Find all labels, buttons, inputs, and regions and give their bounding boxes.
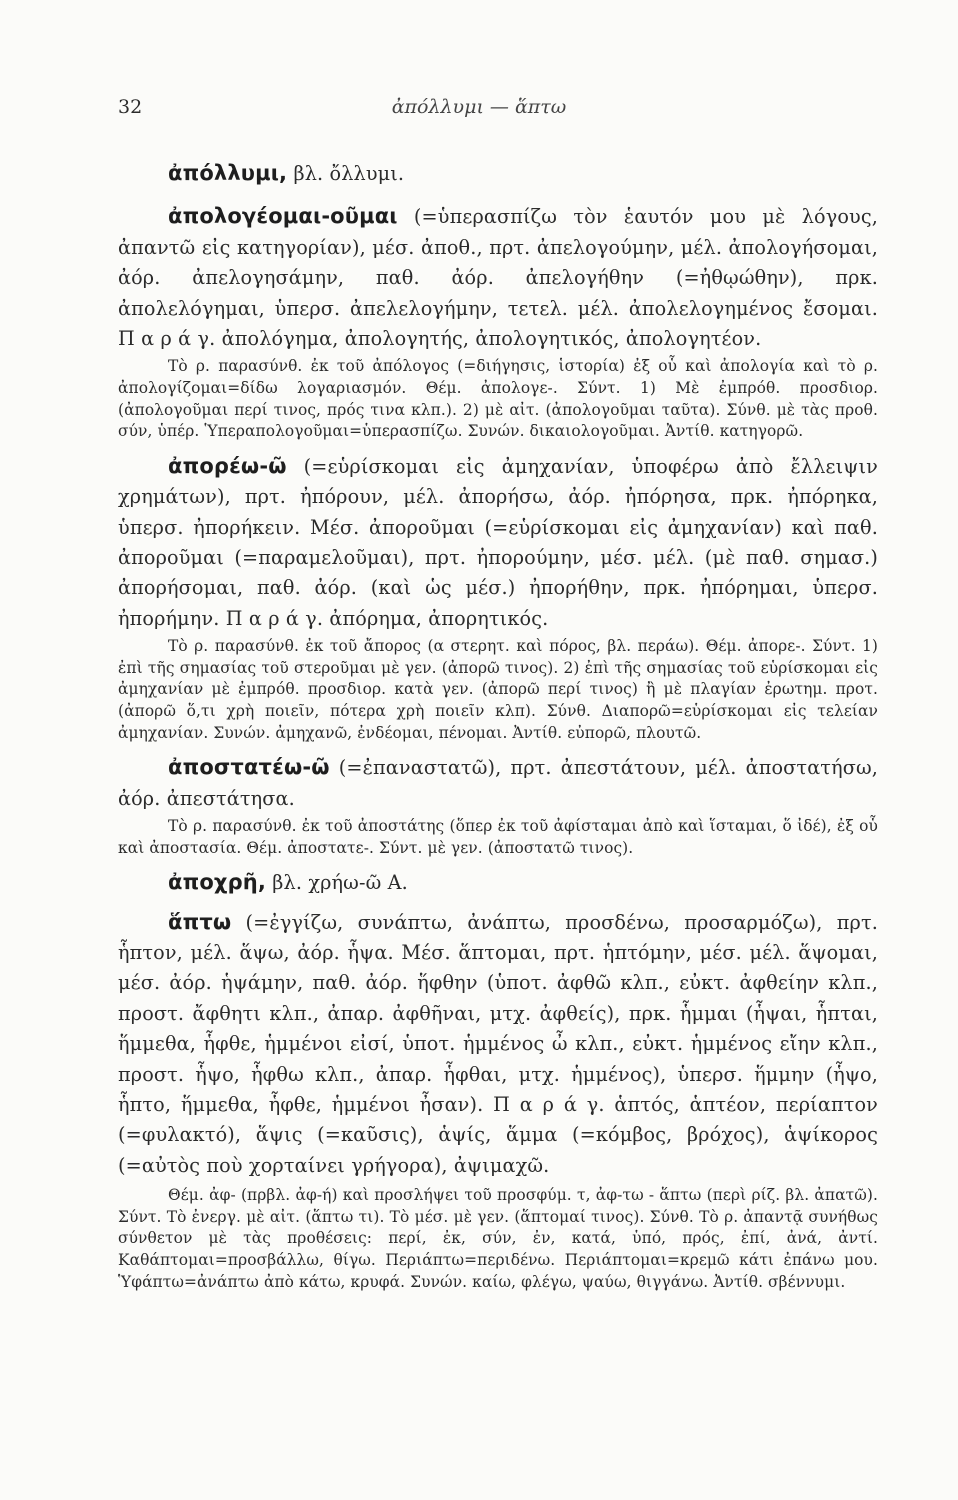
entry-main-text: (=ἐγγίζω, συνάπτω, ἀνάπτω, προσδένω, προσαρμόζω), πρτ. ἧπτον, μέλ. ἅψω, ἀόρ. ἧψα. Μέσ. ἅπτομαι, πρτ. ἡπτόμην, μέσ. μέλ. ἅψομαι, μέσ. ἀόρ. ἡψάμην, παθ. ἀόρ. ἥφθην (ὑποτ. ἀφθῶ κλπ., εὐκτ. ἀφθείην κλπ., προστ. ἄφθητι κλπ., ἀπαρ. ἀφθῆναι, μτχ. ἀφθείς), πρκ. ἧμμαι (ἧψαι, ἧπται, ἥμμεθα, ἧφθε, ἡμμένοι εἰσί, ὑποτ. ἡμμένος ὦ κλπ., εὐκτ. ἡμμένος εἴην κλπ., προστ. ἧψο, ἧφθω κλπ., ἀπαρ. ἧφθαι, μτχ. ἡμμένος), ὑπερσ. ἥμμην (ἧψο, ἧπτο, ἥμμεθα, ἧφθε, ἡμμένοι ἦσαν). Π α ρ ά γ. ἁπτός, ἁπτέον, περίαπτον (=φυλακτό), ἅψις (=καῦσις), ἁψίς, ἅμμα (=κόμβος, βρόχος), ἁψίκορος (=αὐτὸς ποὺ χορταίνει γρήγορα), ἀψιμαχῶ. bbox=[118, 910, 878, 1177]
page-header bbox=[118, 96, 840, 126]
headword: ἀπόλλυμι, bbox=[168, 161, 288, 185]
dictionary-body bbox=[118, 158, 878, 1293]
entry-apostateo bbox=[118, 752, 878, 859]
entry-etymology-note: Θέμ. ἀφ- (πρβλ. ἀφ-ή) καὶ προσλήψει τοῦ προσφύμ. τ, ἀφ-τω - ἅπτω (περὶ ρίζ. βλ. ἀπατῶ). Σύντ. Τὸ ἐνεργ. μὲ αἰτ. (ἅπτω τι). Τὸ μέσ. μὲ γεν. (ἅπτομαί τινος). Σύνθ. Τὸ ρ. ἀπαντᾷ συνήθως σύνθετον μὲ τὰς προθέσεις: περί, ἐκ, σύν, ἐν, κατά, ὑπό, πρός, ἐπί, ἀνά, ἀντί. Καθάπτομαι=προσβάλλω, θίγω. Περιάπτω=περιδένω. Περιάπτομαι=κρεμῶ κάτι ἐπάνω μου. Ὑφάπτω=ἀνάπτω ἀπὸ κάτω, κρυφά. Συνών. καίω, φλέγω, ψαύω, θιγγάνω. Ἀντίθ. σβέννυμι. bbox=[118, 1186, 878, 1291]
headword: ἀποχρῆ, bbox=[168, 870, 267, 895]
entry-etymology-note: Τὸ ρ. παρασύνθ. ἐκ τοῦ ἀπόλογος (=διήγησις, ἱστορία) ἐξ οὗ καὶ ἀπολογία καὶ τὸ ρ. ἀπολογίζομαι=δίδω λογαριασμόν. Θέμ. ἀπολογε-. Σύντ. 1) Μὲ ἐμπρόθ. προσδιορ. (ἀπολογοῦμαι περί τινος, πρός τινα κλπ.). 2) μὲ αἰτ. (ἀπολογοῦμαι ταῦτα). Σύνθ. μὲ τὰς προθ. σύν, ὑπέρ. Ὑπεραπολογοῦμαι=ὑπερασπίζω. Συνών. δικαιολογοῦμαι. Ἀντίθ. κατηγορῶ. bbox=[118, 357, 878, 441]
headword: ἅπτω bbox=[168, 909, 232, 934]
entry-etymology-note: Τὸ ρ. παρασύνθ. ἐκ τοῦ ἀποστάτης (ὅπερ ἐκ τοῦ ἀφίσταμαι ἀπὸ καὶ ἵσταμαι, ὅ ἰδέ), ἐξ οὗ καὶ ἀποστασία. Θέμ. ἀποστατε-. Σύντ. μὲ γεν. (ἀποστατῶ τινος). bbox=[118, 817, 878, 857]
entry-hapto bbox=[118, 907, 878, 1294]
entry-aporeo bbox=[118, 451, 878, 744]
entry-apochre bbox=[118, 867, 878, 898]
headword: ἀποστατέω-ῶ bbox=[168, 755, 330, 780]
page-number: 32 bbox=[118, 96, 143, 118]
entry-main-text: (=ἐπαναστατῶ), πρτ. ἀπεστάτουν, μέλ. ἀποστατήσω, ἀόρ. ἀπεστάτησα. bbox=[118, 756, 879, 810]
headword: ἀπορέω-ῶ bbox=[168, 453, 287, 478]
entry-apologeomai bbox=[118, 201, 878, 442]
running-title: ἀπόλλυμι — ἅπτω bbox=[391, 96, 567, 118]
entry-main-text: βλ. ὄλλυμι. bbox=[293, 162, 405, 185]
entry-main-text: (=εὑρίσκομαι εἰς ἀμηχανίαν, ὑποφέρω ἀπὸ ἔλλειψιν χρημάτων), πρτ. ἠπόρουν, μέλ. ἀπορήσω, ἀόρ. ἠπόρησα, πρκ. ἠπόρηκα, ὑπερσ. ἠπορήκειν. Μέσ. ἀποροῦμαι (=εὑρίσκομαι εἰς ἀμηχανίαν) καὶ παθ. ἀποροῦμαι (=παραμελοῦμαι), πρτ. ἠπορούμην, μέσ. μέλ. (μὲ παθ. σημασ.) ἀπορήσομαι, παθ. ἀόρ. (καὶ ὡς μέσ.) ἠπορήθην, πρκ. ἠπόρημαι, ὑπερσ. ἠπορήμην. Π α ρ ά γ. ἀπόρημα, ἀπορητικός. bbox=[118, 454, 878, 630]
entry-main-text: βλ. χρήω-ῶ Α. bbox=[272, 871, 408, 895]
entry-apollymi bbox=[118, 158, 878, 189]
entry-etymology-note: Τὸ ρ. παρασύνθ. ἐκ τοῦ ἄπορος (α στερητ. καὶ πόρος, βλ. περάω). Θέμ. ἀπορε-. Σύντ. 1) ἐπὶ τῆς σημασίας τοῦ στεροῦμαι μὲ γεν. (ἀπορῶ τινος). 2) ἐπὶ τῆς σημασίας τοῦ εὑρίσκομαι εἰς ἀμηχανίαν μὲ ἐμπρόθ. προσδιορ. κατὰ γεν. (ἀπορῶ περί τινος) ἢ μὲ πλαγίαν ἐρωτημ. προτ. (ἀπορῶ ὅ,τι χρὴ ποιεῖν, πότερα χρὴ ποιεῖν κλπ). Σύνθ. Διαπορῶ=εὑρίσκομαι εἰς τελείαν ἀμηχανίαν. Συνών. ἀμηχανῶ, ἐνδέομαι, πένομαι. Ἀντίθ. εὐπορῶ, πλουτῶ. bbox=[118, 637, 878, 742]
headword: ἀπολογέομαι-οῦμαι bbox=[168, 204, 398, 229]
entry-main-text: (=ὑπερασπίζω τὸν ἑαυτόν μου μὲ λόγους, ἀπαντῶ εἰς κατηγορίαν), μέσ. ἀποθ., πρτ. ἀπελογούμην, μέλ. ἀπολογήσομαι, ἀόρ. ἀπελογησάμην, παθ. ἀόρ. ἀπελογήθην (=ἠθῳώθην), πρκ. ἀπολελόγημαι, ὑπερσ. ἀπελελογήμην, τετελ. μέλ. ἀπολελογημένος ἔσομαι. Π α ρ ά γ. ἀπολόγημα, ἀπολογητής, ἀπολογητικός, ἀπολογητέον. bbox=[118, 205, 878, 351]
